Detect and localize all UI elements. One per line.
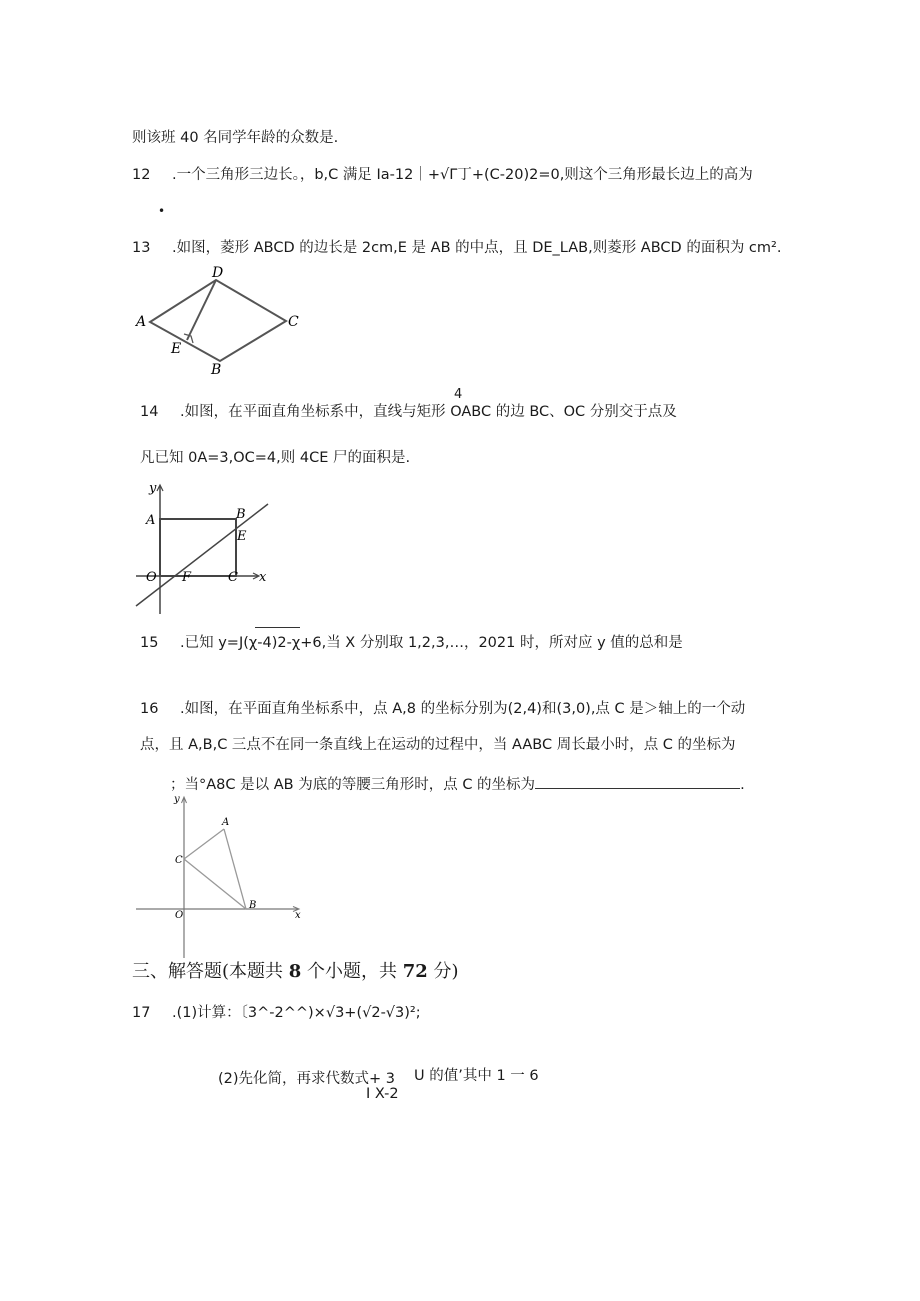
q16-line2: 点，且 A,B,C 三点不在同一条直线上在运动的过程中，当 AABC 周长最小时，点 C 的坐标为 [140,737,736,753]
label-b: B [211,362,222,378]
q14-superscript: 4 [454,387,463,402]
q14-line2: 凡已知 0A=3,OC=4,则 4CE 尸的面积是. [140,450,411,466]
label-b: B [236,507,246,522]
rectangle-figure [134,478,284,618]
question-number: 16 [140,701,159,717]
label-c: C [288,314,299,330]
label-o: O [146,570,157,585]
label-c: C [228,570,238,585]
label-f: F [182,570,192,585]
radical-vinculum [255,627,300,628]
label-a: A [136,314,147,330]
q11-tail: 则该班 40 名同学年龄的众数是. [132,130,339,146]
label-y: y [174,794,180,805]
label-a: A [222,817,230,828]
q17-part2-main: (2)先化简，再求代数式+ 3 [218,1071,396,1087]
segment-ca [184,829,224,859]
segment-cb [184,859,246,909]
q16-line3-text: ；当°A8C 是以 AB 为底的等腰三角形时，点 C 的坐标为 [170,777,536,793]
question-12 [132,165,753,185]
question-number: 17 [132,1005,151,1021]
label-a: A [146,513,156,528]
question-13 [132,238,781,258]
label-e: E [237,529,247,544]
q17-part2-rest: U 的值’其中 1 一 6 [414,1068,539,1084]
section-prefix: 三、解答题(本题共 [132,961,289,982]
rhombus-figure [130,262,310,382]
label-e: E [171,341,182,357]
question-number: 14 [140,404,159,420]
label-c: C [175,855,183,866]
question-text: .已知 y=J(χ-4)2-χ+6,当 X 分别取 1,2,3,…，2021 时，所对应 y 值的总和是 [180,635,683,651]
section-3-heading [132,960,459,984]
answer-blank[interactable] [535,772,740,789]
label-x: x [259,570,267,585]
label-o: O [175,910,184,921]
rectangle-oabc [160,519,236,576]
triangle-figure [132,792,312,962]
label-b: B [249,900,257,911]
segment-ab [224,829,246,909]
q17-part2-denominator: I X-2 [366,1086,399,1102]
question-text: .如图，菱形 ABCD 的边长是 2cm,E 是 AB 的中点，且 DE_LAB,则菱形 ABCD 的面积为 cm². [172,240,782,256]
section-suffix: 分) [427,961,459,982]
question-text: .一个三角形三边长。，b,C 满足 Ia-12｜+√Γ丁+(C-20)2=0,则这个三角形最长边上的高为 [172,167,753,183]
question-number: 15 [140,635,159,651]
question-text: .(1)计算：〔3^-2^^)×√3+(√2-√3)²; [172,1005,421,1021]
q16-line3-end: . [740,777,745,793]
q12-bullet: • [158,204,166,218]
label-y: y [149,481,157,496]
question-text: .如图，在平面直角坐标系中，点 A,8 的坐标分别为(2,4)和(3,0),点 C 是＞轴上的一个动 [180,701,746,717]
section-question-count: 8 [288,961,302,982]
label-d: D [212,265,224,281]
question-number: 13 [132,240,151,256]
question-15 [140,633,683,653]
question-17 [132,1003,421,1023]
question-14 [140,402,677,422]
question-text: .如图，在平面直角坐标系中，直线与矩形 OABC 的边 BC、OC 分别交于点及 [180,404,677,420]
label-x: x [295,910,301,921]
question-number: 12 [132,167,151,183]
section-total-score: 72 [402,961,428,982]
section-mid: 个小题，共 [301,961,403,982]
question-16 [140,699,745,719]
